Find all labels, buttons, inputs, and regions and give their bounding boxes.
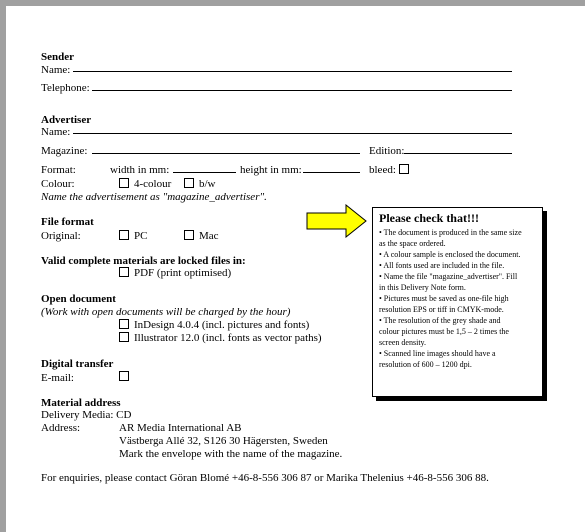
edition-field[interactable] bbox=[404, 153, 512, 154]
mac-checkbox[interactable] bbox=[184, 230, 194, 240]
file-format-heading: File format bbox=[41, 216, 94, 228]
mac-label: Mac bbox=[199, 230, 219, 242]
checklist-item: • The document is produced in the same size bbox=[379, 228, 522, 237]
checklist-item: colour pictures must be 1,5 – 2 times the bbox=[379, 327, 509, 336]
bleed-label: bleed: bbox=[369, 164, 396, 176]
digital-transfer-heading: Digital transfer bbox=[41, 358, 114, 370]
sender-telephone-label: Telephone: bbox=[41, 82, 90, 94]
checklist-item: • Pictures must be saved as one-file high bbox=[379, 294, 509, 303]
checklist-item: screen density. bbox=[379, 338, 427, 347]
width-field[interactable] bbox=[173, 172, 236, 173]
checklist-item: in this Delivery Note form. bbox=[379, 283, 466, 292]
edition-label: Edition: bbox=[369, 145, 405, 157]
pdf-checkbox[interactable] bbox=[119, 267, 129, 277]
enquiries-text: For enquiries, please contact Göran Blomé +46-8-556 306 87 or Marika Thelenius +46-8-556 306 88. bbox=[41, 472, 489, 484]
bleed-checkbox[interactable] bbox=[399, 164, 409, 174]
four-colour-label: 4-colour bbox=[134, 178, 172, 190]
arrow-right-icon bbox=[306, 204, 368, 238]
checklist-item: as the space ordered. bbox=[379, 239, 446, 248]
illustrator-label: Illustrator 12.0 (incl. fonts as vector paths) bbox=[134, 332, 322, 344]
address-line-2: Västberga Allé 32, S126 30 Hägersten, Sweden bbox=[119, 435, 328, 447]
checklist-item: resolution of 600 – 1200 dpi. bbox=[379, 360, 472, 369]
illustrator-checkbox[interactable] bbox=[119, 332, 129, 342]
delivery-media: Delivery Media: CD bbox=[41, 409, 132, 421]
height-field[interactable] bbox=[303, 172, 360, 173]
bw-label: b/w bbox=[199, 178, 216, 190]
material-address-heading: Material address bbox=[41, 397, 121, 409]
indesign-label: InDesign 4.0.4 (incl. pictures and fonts) bbox=[134, 319, 310, 331]
checklist-item: • Name the file "magazine_advertiser". Fill bbox=[379, 272, 518, 281]
open-document-heading: Open document bbox=[41, 293, 116, 305]
advertiser-heading: Advertiser bbox=[41, 114, 92, 126]
colour-label: Colour: bbox=[41, 178, 75, 190]
magazine-field[interactable] bbox=[92, 153, 360, 154]
bw-checkbox[interactable] bbox=[184, 178, 194, 188]
checklist-item: resolution EPS or tiff in CMYK-mode. bbox=[379, 305, 504, 314]
checklist-title: Please check that!!! bbox=[379, 211, 479, 225]
checklist-item: • The resolution of the grey shade and bbox=[379, 316, 501, 325]
original-label: Original: bbox=[41, 230, 81, 242]
sender-heading: Sender bbox=[41, 51, 74, 63]
height-label: height in mm: bbox=[240, 164, 302, 176]
checklist-item: • All fonts used are included in the file. bbox=[379, 261, 505, 270]
sender-telephone-field[interactable] bbox=[92, 90, 512, 91]
open-document-note: (Work with open documents will be charged by the hour) bbox=[41, 306, 291, 318]
pc-label: PC bbox=[134, 230, 148, 242]
address-line-1: AR Media International AB bbox=[119, 422, 242, 434]
magazine-label: Magazine: bbox=[41, 145, 88, 157]
sender-name-label: Name: bbox=[41, 64, 71, 76]
locked-files-heading: Valid complete materials are locked files in: bbox=[41, 255, 246, 267]
format-label: Format: bbox=[41, 164, 76, 176]
four-colour-checkbox[interactable] bbox=[119, 178, 129, 188]
address-label: Address: bbox=[41, 422, 81, 434]
checklist-box bbox=[372, 207, 543, 397]
checklist-item: • A colour sample is enclosed the document. bbox=[379, 250, 521, 259]
indesign-checkbox[interactable] bbox=[119, 319, 129, 329]
checklist-item: • Scanned line images should have a bbox=[379, 349, 496, 358]
sender-name-field[interactable] bbox=[73, 71, 512, 72]
email-label: E-mail: bbox=[41, 372, 74, 384]
pdf-label: PDF (print optimised) bbox=[134, 267, 232, 279]
advertiser-name-label: Name: bbox=[41, 126, 71, 138]
address-line-3: Mark the envelope with the name of the magazine. bbox=[119, 448, 343, 460]
naming-note: Name the advertisement as "magazine_advertiser". bbox=[41, 191, 267, 203]
advertiser-name-field[interactable] bbox=[73, 133, 512, 134]
email-checkbox[interactable] bbox=[119, 371, 129, 381]
pc-checkbox[interactable] bbox=[119, 230, 129, 240]
width-label: width in mm: bbox=[110, 164, 170, 176]
